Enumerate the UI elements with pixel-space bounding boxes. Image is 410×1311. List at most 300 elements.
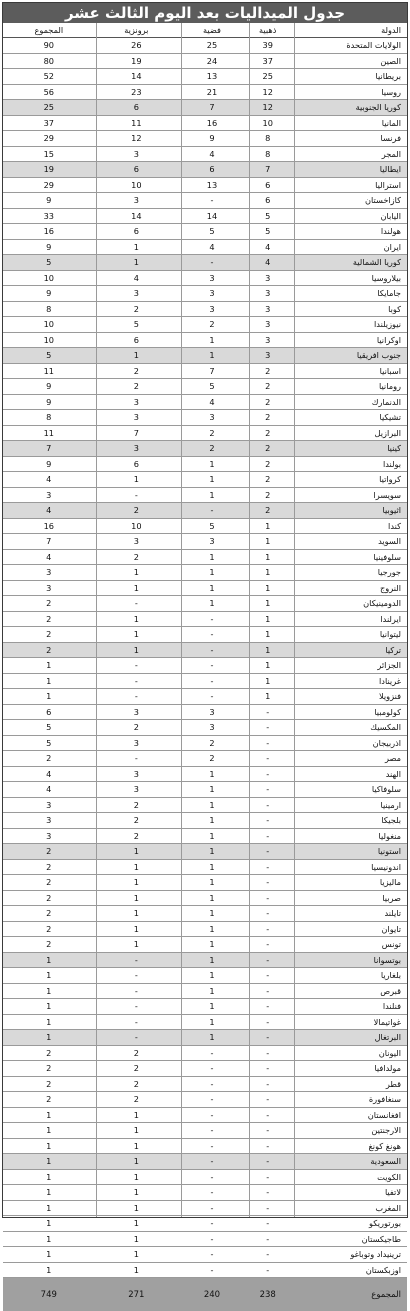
total-cell: 2 <box>3 642 95 658</box>
total-cell: 1 <box>3 1123 95 1139</box>
table-row <box>3 844 407 860</box>
gold-cell: 8 <box>246 131 290 147</box>
country-cell: السويد <box>290 534 407 550</box>
silver-cell: - <box>178 1138 246 1154</box>
silver-cell: 1 <box>178 456 246 472</box>
table-row <box>3 1216 407 1232</box>
silver-cell: - <box>178 1061 246 1077</box>
table-row <box>3 549 407 565</box>
bronze-cell: 1 <box>95 1138 179 1154</box>
total-cell: 5 <box>3 735 95 751</box>
country-cell: كازاخستان <box>290 193 407 209</box>
country-cell: اليونان <box>290 1045 407 1061</box>
country-cell: جنوب افريقيا <box>290 348 407 364</box>
gold-cell: - <box>246 704 290 720</box>
bronze-cell: 2 <box>95 797 179 813</box>
silver-cell: - <box>178 642 246 658</box>
gold-cell: 3 <box>246 301 290 317</box>
table-row <box>3 255 407 271</box>
bronze-cell: 6 <box>95 100 179 116</box>
total-cell: 1 <box>3 952 95 968</box>
country-cell: سلوفاكيا <box>290 782 407 798</box>
silver-cell: - <box>178 1247 246 1263</box>
silver-cell: - <box>178 1092 246 1108</box>
table-row <box>3 983 407 999</box>
total-cell: 3 <box>3 797 95 813</box>
silver-cell: 9 <box>178 131 246 147</box>
gold-cell: 1 <box>246 627 290 643</box>
gold-cell: - <box>246 1061 290 1077</box>
table-row <box>3 813 407 829</box>
gold-cell: - <box>246 906 290 922</box>
country-cell: البرتغال <box>290 1030 407 1046</box>
country-cell: اوزبكستان <box>290 1262 407 1278</box>
bronze-cell: 3 <box>95 410 179 426</box>
country-cell: كوريا الشمالية <box>290 255 407 271</box>
table-row <box>3 1014 407 1030</box>
gold-cell: - <box>246 766 290 782</box>
table-row <box>3 1231 407 1247</box>
table-row <box>3 906 407 922</box>
gold-cell: - <box>246 1185 290 1201</box>
country-cell: منغوليا <box>290 828 407 844</box>
gold-cell: - <box>246 1138 290 1154</box>
total-cell: 9 <box>3 456 95 472</box>
bronze-cell: 1 <box>95 906 179 922</box>
country-cell: جامايكا <box>290 286 407 302</box>
total-cell: 1 <box>3 1107 95 1123</box>
total-cell: 16 <box>3 224 95 240</box>
bronze-cell: 2 <box>95 379 179 395</box>
table-row <box>3 1061 407 1077</box>
gold-cell: - <box>246 1247 290 1263</box>
total-cell: 2 <box>3 875 95 891</box>
total-cell: 1 <box>3 673 95 689</box>
gold-cell: - <box>246 797 290 813</box>
country-cell: استونيا <box>290 844 407 860</box>
silver-cell: 1 <box>178 549 246 565</box>
gold-cell: 3 <box>246 332 290 348</box>
country-cell: رومانيا <box>290 379 407 395</box>
silver-cell: 3 <box>178 301 246 317</box>
silver-cell: 1 <box>178 348 246 364</box>
bronze-cell: 3 <box>95 782 179 798</box>
country-cell: اثيوبيا <box>290 503 407 519</box>
gold-cell: - <box>246 1154 290 1170</box>
gold-cell: - <box>246 782 290 798</box>
total-cell: 1 <box>3 1231 95 1247</box>
table-row <box>3 735 407 751</box>
country-cell: ماليزيا <box>290 875 407 891</box>
gold-cell: 12 <box>246 100 290 116</box>
table-row <box>3 704 407 720</box>
medal-table-panel <box>2 2 408 1218</box>
gold-cell: 3 <box>246 270 290 286</box>
gold-cell: 1 <box>246 689 290 705</box>
total-cell: 2 <box>3 859 95 875</box>
gold-cell: - <box>246 735 290 751</box>
table-row <box>3 379 407 395</box>
total-cell: 25 <box>3 100 95 116</box>
gold-cell: 2 <box>246 487 290 503</box>
gold-cell: 2 <box>246 456 290 472</box>
silver-cell: 1 <box>178 983 246 999</box>
bronze-cell: 3 <box>95 735 179 751</box>
silver-cell: - <box>178 503 246 519</box>
gold-cell: - <box>246 952 290 968</box>
gold-cell: 3 <box>246 348 290 364</box>
bronze-cell: 2 <box>95 720 179 736</box>
gold-cell: 1 <box>246 611 290 627</box>
silver-cell: - <box>178 689 246 705</box>
gold-cell: 1 <box>246 565 290 581</box>
gold-cell: 4 <box>246 239 290 255</box>
total-cell: 2 <box>3 596 95 612</box>
table-row <box>3 115 407 131</box>
total-cell: 56 <box>3 84 95 100</box>
gold-cell: 5 <box>246 224 290 240</box>
table-row <box>3 348 407 364</box>
total-cell: 2 <box>3 751 95 767</box>
gold-cell: - <box>246 1216 290 1232</box>
bronze-cell: 6 <box>95 224 179 240</box>
country-cell: ايطاليا <box>290 162 407 178</box>
silver-cell: 1 <box>178 952 246 968</box>
bronze-cell: 3 <box>95 193 179 209</box>
country-cell: ايران <box>290 239 407 255</box>
total-cell: 29 <box>3 177 95 193</box>
country-cell: افغانستان <box>290 1107 407 1123</box>
table-row <box>3 720 407 736</box>
country-cell: الولايات المتحدة <box>290 38 407 54</box>
total-cell: 2 <box>3 906 95 922</box>
gold-cell: - <box>246 813 290 829</box>
silver-cell: 1 <box>178 937 246 953</box>
total-cell: 37 <box>3 115 95 131</box>
page-title: جدول الميداليات بعد اليوم الثالث عشر <box>3 3 407 23</box>
bronze-cell: 1 <box>95 239 179 255</box>
country-cell: سلوفينيا <box>290 549 407 565</box>
bronze-cell: 12 <box>95 131 179 147</box>
total-cell: 2 <box>3 1092 95 1108</box>
bronze-cell: 26 <box>95 38 179 54</box>
country-cell: البرازيل <box>290 425 407 441</box>
total-cell: 1 <box>3 1014 95 1030</box>
table-row <box>3 84 407 100</box>
table-header-row <box>3 23 407 38</box>
silver-cell: - <box>178 1200 246 1216</box>
country-cell: كوريا الجنوبية <box>290 100 407 116</box>
total-cell: 1 <box>3 1185 95 1201</box>
table-row <box>3 1200 407 1216</box>
silver-cell: 4 <box>178 239 246 255</box>
silver-cell: 16 <box>178 115 246 131</box>
gold-cell: 1 <box>246 580 290 596</box>
table-row <box>3 425 407 441</box>
silver-cell: 2 <box>178 751 246 767</box>
silver-cell: - <box>178 1123 246 1139</box>
country-cell: الجزائر <box>290 658 407 674</box>
total-cell: 33 <box>3 208 95 224</box>
gold-cell: 2 <box>246 441 290 457</box>
bronze-cell: 3 <box>95 441 179 457</box>
country-cell: كينيا <box>290 441 407 457</box>
gold-cell: - <box>246 999 290 1015</box>
table-row <box>3 1262 407 1278</box>
total-cell: 15 <box>3 146 95 162</box>
gold-cell: 2 <box>246 425 290 441</box>
total-cell: 4 <box>3 472 95 488</box>
bronze-cell: 1 <box>95 580 179 596</box>
table-row <box>3 1045 407 1061</box>
country-cell: نيوزيلندا <box>290 317 407 333</box>
bronze-cell: 1 <box>95 611 179 627</box>
country-cell: هولندا <box>290 224 407 240</box>
table-row <box>3 1076 407 1092</box>
bronze-cell: - <box>95 983 179 999</box>
gold-cell: - <box>246 968 290 984</box>
total-cell: 8 <box>3 410 95 426</box>
table-row <box>3 689 407 705</box>
country-cell: كوبا <box>290 301 407 317</box>
country-cell: المكسيك <box>290 720 407 736</box>
total-cell: 2 <box>3 890 95 906</box>
country-cell: بوتسوانا <box>290 952 407 968</box>
total-cell: 1 <box>3 1262 95 1278</box>
header-gold: ذهبية <box>246 23 290 38</box>
country-cell: النروج <box>290 580 407 596</box>
bronze-cell: 2 <box>95 1092 179 1108</box>
gold-cell: 1 <box>246 642 290 658</box>
gold-cell: 6 <box>246 177 290 193</box>
bronze-cell: 1 <box>95 348 179 364</box>
silver-cell: 3 <box>178 286 246 302</box>
silver-cell: - <box>178 1231 246 1247</box>
gold-cell: - <box>246 828 290 844</box>
country-cell: فنزويلا <box>290 689 407 705</box>
gold-cell: 1 <box>246 673 290 689</box>
silver-cell: 1 <box>178 472 246 488</box>
bronze-cell: 5 <box>95 317 179 333</box>
table-row <box>3 1185 407 1201</box>
silver-cell: 13 <box>178 69 246 85</box>
totals-label: المجموع <box>290 1278 407 1311</box>
table-row <box>3 1247 407 1263</box>
silver-cell: - <box>178 1076 246 1092</box>
gold-cell: 7 <box>246 162 290 178</box>
table-row <box>3 518 407 534</box>
total-cell: 7 <box>3 534 95 550</box>
bronze-cell: 14 <box>95 69 179 85</box>
table-row <box>3 968 407 984</box>
country-cell: كندا <box>290 518 407 534</box>
table-row <box>3 131 407 147</box>
table-row <box>3 673 407 689</box>
bronze-cell: 1 <box>95 921 179 937</box>
country-cell: غواتيمالا <box>290 1014 407 1030</box>
bronze-cell: - <box>95 1014 179 1030</box>
silver-cell: 1 <box>178 968 246 984</box>
total-cell: 9 <box>3 239 95 255</box>
silver-cell: 1 <box>178 859 246 875</box>
bronze-cell: - <box>95 596 179 612</box>
country-cell: الهند <box>290 766 407 782</box>
table-row <box>3 642 407 658</box>
table-row <box>3 1154 407 1170</box>
table-row <box>3 441 407 457</box>
bronze-cell: - <box>95 658 179 674</box>
bronze-total-cell: 271 <box>95 1278 179 1311</box>
table-row <box>3 766 407 782</box>
bronze-cell: 1 <box>95 875 179 891</box>
gold-cell: - <box>246 1200 290 1216</box>
silver-cell: 5 <box>178 379 246 395</box>
bronze-cell: 2 <box>95 1061 179 1077</box>
bronze-cell: - <box>95 1030 179 1046</box>
silver-cell: 1 <box>178 890 246 906</box>
total-cell: 1 <box>3 1030 95 1046</box>
silver-cell: 1 <box>178 906 246 922</box>
country-cell: قبرص <box>290 983 407 999</box>
total-cell: 9 <box>3 286 95 302</box>
bronze-cell: 1 <box>95 937 179 953</box>
gold-cell: - <box>246 1169 290 1185</box>
silver-cell: - <box>178 193 246 209</box>
bronze-cell: 6 <box>95 332 179 348</box>
total-cell: 11 <box>3 363 95 379</box>
total-cell: 2 <box>3 1045 95 1061</box>
gold-cell: - <box>246 983 290 999</box>
country-cell: سنغافورة <box>290 1092 407 1108</box>
silver-cell: 1 <box>178 999 246 1015</box>
bronze-cell: 3 <box>95 534 179 550</box>
total-cell: 2 <box>3 921 95 937</box>
bronze-cell: - <box>95 952 179 968</box>
header-total: المجموع <box>3 23 95 38</box>
bronze-cell: 3 <box>95 394 179 410</box>
table-row <box>3 487 407 503</box>
gold-cell: - <box>246 921 290 937</box>
total-cell: 9 <box>3 394 95 410</box>
table-row <box>3 890 407 906</box>
table-row <box>3 286 407 302</box>
total-cell: 1 <box>3 1138 95 1154</box>
silver-cell: 4 <box>178 394 246 410</box>
country-cell: ارمينيا <box>290 797 407 813</box>
silver-cell: 7 <box>178 363 246 379</box>
table-row <box>3 301 407 317</box>
table-row <box>3 363 407 379</box>
total-cell: 1 <box>3 689 95 705</box>
bronze-cell: 2 <box>95 363 179 379</box>
total-cell: 2 <box>3 627 95 643</box>
bronze-cell: 1 <box>95 255 179 271</box>
total-cell: 19 <box>3 162 95 178</box>
gold-cell: - <box>246 937 290 953</box>
total-cell: 2 <box>3 844 95 860</box>
country-cell: بيلاروسيا <box>290 270 407 286</box>
table-row <box>3 1138 407 1154</box>
total-cell: 2 <box>3 1061 95 1077</box>
bronze-cell: 1 <box>95 1262 179 1278</box>
country-cell: ايرلندا <box>290 611 407 627</box>
gold-cell: - <box>246 875 290 891</box>
total-cell: 2 <box>3 1076 95 1092</box>
bronze-cell: 1 <box>95 472 179 488</box>
table-row <box>3 596 407 612</box>
silver-cell: 25 <box>178 38 246 54</box>
gold-cell: - <box>246 1045 290 1061</box>
total-cell: 5 <box>3 255 95 271</box>
silver-cell: - <box>178 658 246 674</box>
silver-cell: 1 <box>178 875 246 891</box>
table-row <box>3 627 407 643</box>
table-row <box>3 53 407 69</box>
total-cell: 4 <box>3 766 95 782</box>
country-cell: لاتفيا <box>290 1185 407 1201</box>
country-cell: اذربيجان <box>290 735 407 751</box>
bronze-cell: 1 <box>95 1216 179 1232</box>
gold-cell: 39 <box>246 38 290 54</box>
country-cell: اوكرانيا <box>290 332 407 348</box>
country-cell: تايلند <box>290 906 407 922</box>
gold-cell: 12 <box>246 84 290 100</box>
gold-cell: - <box>246 720 290 736</box>
gold-cell: 1 <box>246 596 290 612</box>
country-cell: الارجنتين <box>290 1123 407 1139</box>
total-cell: 52 <box>3 69 95 85</box>
silver-cell: - <box>178 255 246 271</box>
gold-cell: 2 <box>246 394 290 410</box>
silver-cell: - <box>178 627 246 643</box>
total-cell: 3 <box>3 828 95 844</box>
silver-cell: 1 <box>178 565 246 581</box>
country-cell: كرواتيا <box>290 472 407 488</box>
silver-cell: - <box>178 1216 246 1232</box>
total-cell: 2 <box>3 937 95 953</box>
country-cell: الدومينيكان <box>290 596 407 612</box>
table-row <box>3 456 407 472</box>
table-row <box>3 208 407 224</box>
silver-cell: 1 <box>178 828 246 844</box>
silver-cell: 3 <box>178 270 246 286</box>
country-cell: طاجيكستان <box>290 1231 407 1247</box>
bronze-cell: 1 <box>95 1107 179 1123</box>
country-cell: الدنمارك <box>290 394 407 410</box>
total-cell: 3 <box>3 565 95 581</box>
country-cell: روسيا <box>290 84 407 100</box>
bronze-cell: 14 <box>95 208 179 224</box>
bronze-cell: 10 <box>95 518 179 534</box>
gold-cell: 2 <box>246 503 290 519</box>
bronze-cell: 10 <box>95 177 179 193</box>
table-row <box>3 410 407 426</box>
table-row <box>3 658 407 674</box>
country-cell: فنلندا <box>290 999 407 1015</box>
table-row <box>3 952 407 968</box>
bronze-cell: 2 <box>95 549 179 565</box>
total-cell: 1 <box>3 1200 95 1216</box>
silver-cell: 3 <box>178 410 246 426</box>
bronze-cell: 6 <box>95 456 179 472</box>
country-cell: المجر <box>290 146 407 162</box>
table-row <box>3 332 407 348</box>
total-cell: 8 <box>3 301 95 317</box>
bronze-cell: 2 <box>95 1045 179 1061</box>
table-row <box>3 797 407 813</box>
gold-cell: - <box>246 1262 290 1278</box>
gold-cell: 4 <box>246 255 290 271</box>
